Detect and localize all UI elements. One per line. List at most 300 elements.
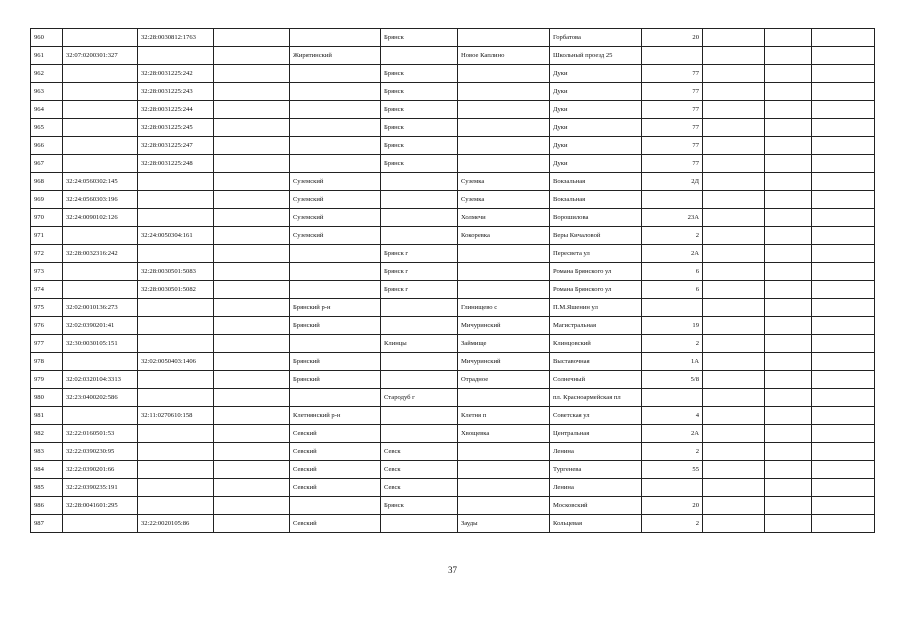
cell-district bbox=[290, 335, 381, 353]
cell-city bbox=[381, 191, 458, 209]
cell-extra-col-2 bbox=[765, 443, 812, 461]
cell-extra-col-3 bbox=[812, 173, 875, 191]
cell-street: Кольцевая bbox=[550, 515, 642, 533]
cell-district: Севский bbox=[290, 425, 381, 443]
cell-cadastral-number-building bbox=[138, 497, 214, 515]
table-row bbox=[31, 245, 875, 263]
cell-cadastral-number-land bbox=[63, 515, 138, 533]
cell-cadastral-number-other bbox=[214, 155, 290, 173]
cell-district: Жирятинский bbox=[290, 47, 381, 65]
cell-settlement bbox=[458, 245, 550, 263]
cell-cadastral-number-building bbox=[138, 479, 214, 497]
cell-extra-col-3 bbox=[812, 227, 875, 245]
cell-cadastral-number-building: 32:11:0270610:158 bbox=[138, 407, 214, 425]
cell-city bbox=[381, 173, 458, 191]
cell-house-number: 77 bbox=[642, 101, 703, 119]
cell-city bbox=[381, 515, 458, 533]
cell-cadastral-number-building: 32:28:0031225:245 bbox=[138, 119, 214, 137]
cell-house-number: 77 bbox=[642, 83, 703, 101]
cell-extra-col-3 bbox=[812, 119, 875, 137]
cell-row-number: 961 bbox=[31, 47, 63, 65]
cell-cadastral-number-building: 32:24:0050304:161 bbox=[138, 227, 214, 245]
table-row bbox=[31, 101, 875, 119]
cell-district bbox=[290, 389, 381, 407]
cell-house-number: 2 bbox=[642, 443, 703, 461]
cell-settlement bbox=[458, 281, 550, 299]
cell-cadastral-number-other bbox=[214, 515, 290, 533]
cell-district: Севский bbox=[290, 515, 381, 533]
cell-extra-col-1 bbox=[703, 317, 765, 335]
cell-city: Брянск bbox=[381, 101, 458, 119]
cell-district bbox=[290, 263, 381, 281]
cell-row-number: 978 bbox=[31, 353, 63, 371]
cell-row-number: 987 bbox=[31, 515, 63, 533]
cell-street: Ворошилова bbox=[550, 209, 642, 227]
table-row bbox=[31, 155, 875, 173]
cell-cadastral-number-land bbox=[63, 155, 138, 173]
table-row bbox=[31, 443, 875, 461]
cell-street: Солнечный bbox=[550, 371, 642, 389]
table-row bbox=[31, 407, 875, 425]
cell-city bbox=[381, 353, 458, 371]
cell-cadastral-number-other bbox=[214, 191, 290, 209]
cell-row-number: 974 bbox=[31, 281, 63, 299]
cell-extra-col-2 bbox=[765, 65, 812, 83]
cell-settlement: Мичуринский bbox=[458, 353, 550, 371]
cell-settlement bbox=[458, 137, 550, 155]
cell-extra-col-1 bbox=[703, 389, 765, 407]
cell-row-number: 985 bbox=[31, 479, 63, 497]
cell-city bbox=[381, 407, 458, 425]
cell-row-number: 982 bbox=[31, 425, 63, 443]
cell-house-number: 20 bbox=[642, 497, 703, 515]
cell-cadastral-number-other bbox=[214, 137, 290, 155]
cell-house-number: 1А bbox=[642, 353, 703, 371]
cell-settlement bbox=[458, 443, 550, 461]
table-row bbox=[31, 137, 875, 155]
cell-settlement: Глинищево с bbox=[458, 299, 550, 317]
cell-extra-col-3 bbox=[812, 101, 875, 119]
cell-district: Севский bbox=[290, 443, 381, 461]
cell-cadastral-number-other bbox=[214, 29, 290, 47]
cell-house-number: 23А bbox=[642, 209, 703, 227]
cell-cadastral-number-land bbox=[63, 119, 138, 137]
cell-extra-col-1 bbox=[703, 443, 765, 461]
cell-row-number: 971 bbox=[31, 227, 63, 245]
cell-house-number: 77 bbox=[642, 155, 703, 173]
cell-cadastral-number-building bbox=[138, 317, 214, 335]
cell-district: Брянский bbox=[290, 353, 381, 371]
cell-extra-col-3 bbox=[812, 479, 875, 497]
cell-cadastral-number-other bbox=[214, 353, 290, 371]
cell-house-number: 2 bbox=[642, 335, 703, 353]
cell-city: Брянск г bbox=[381, 245, 458, 263]
cell-street: Дуки bbox=[550, 155, 642, 173]
cell-street: Выставочная bbox=[550, 353, 642, 371]
cell-city: Брянск bbox=[381, 119, 458, 137]
cell-extra-col-1 bbox=[703, 353, 765, 371]
cell-city: Брянск bbox=[381, 83, 458, 101]
cell-extra-col-3 bbox=[812, 191, 875, 209]
cell-settlement bbox=[458, 29, 550, 47]
cell-extra-col-3 bbox=[812, 353, 875, 371]
cell-cadastral-number-other bbox=[214, 497, 290, 515]
cell-extra-col-2 bbox=[765, 425, 812, 443]
cell-street: Клинцовский bbox=[550, 335, 642, 353]
cell-extra-col-1 bbox=[703, 371, 765, 389]
cell-district: Брянский bbox=[290, 371, 381, 389]
cell-row-number: 976 bbox=[31, 317, 63, 335]
cell-extra-col-2 bbox=[765, 47, 812, 65]
cell-cadastral-number-land bbox=[63, 263, 138, 281]
cell-district bbox=[290, 497, 381, 515]
cell-extra-col-3 bbox=[812, 47, 875, 65]
cell-cadastral-number-land bbox=[63, 83, 138, 101]
table-body bbox=[31, 29, 875, 533]
cell-street: Романа Брянского ул bbox=[550, 281, 642, 299]
cell-city bbox=[381, 227, 458, 245]
table-row bbox=[31, 461, 875, 479]
cell-cadastral-number-other bbox=[214, 101, 290, 119]
cell-city: Брянск bbox=[381, 155, 458, 173]
cell-settlement: Холмечи bbox=[458, 209, 550, 227]
table-row bbox=[31, 497, 875, 515]
cell-city: Брянск bbox=[381, 65, 458, 83]
cell-cadastral-number-land: 32:02:0390201:41 bbox=[63, 317, 138, 335]
cell-row-number: 975 bbox=[31, 299, 63, 317]
cell-extra-col-1 bbox=[703, 173, 765, 191]
cell-house-number: 5/8 bbox=[642, 371, 703, 389]
cell-settlement: Клетня п bbox=[458, 407, 550, 425]
cell-street: Дуки bbox=[550, 137, 642, 155]
cell-district bbox=[290, 65, 381, 83]
cell-cadastral-number-land bbox=[63, 407, 138, 425]
cell-cadastral-number-building: 32:28:0030501:5083 bbox=[138, 263, 214, 281]
cell-cadastral-number-building: 32:28:0031225:242 bbox=[138, 65, 214, 83]
cell-extra-col-3 bbox=[812, 497, 875, 515]
cell-extra-col-1 bbox=[703, 137, 765, 155]
cell-cadastral-number-building: 32:02:0050403:1406 bbox=[138, 353, 214, 371]
cell-cadastral-number-building bbox=[138, 443, 214, 461]
table-row bbox=[31, 65, 875, 83]
cell-extra-col-1 bbox=[703, 65, 765, 83]
cell-extra-col-1 bbox=[703, 29, 765, 47]
cell-city: Стародуб г bbox=[381, 389, 458, 407]
cell-extra-col-1 bbox=[703, 299, 765, 317]
cell-street: Магистральная bbox=[550, 317, 642, 335]
cell-settlement bbox=[458, 119, 550, 137]
cell-house-number: 19 bbox=[642, 317, 703, 335]
cell-row-number: 962 bbox=[31, 65, 63, 83]
cell-extra-col-3 bbox=[812, 155, 875, 173]
cell-extra-col-2 bbox=[765, 155, 812, 173]
cell-district: Суземский bbox=[290, 209, 381, 227]
cell-street: Дуки bbox=[550, 119, 642, 137]
cell-cadastral-number-land: 32:22:0390230:95 bbox=[63, 443, 138, 461]
cell-extra-col-3 bbox=[812, 83, 875, 101]
cell-extra-col-1 bbox=[703, 425, 765, 443]
cell-street: пл. Красноармейская пл bbox=[550, 389, 642, 407]
cell-cadastral-number-building bbox=[138, 299, 214, 317]
cell-cadastral-number-land bbox=[63, 101, 138, 119]
cell-row-number: 980 bbox=[31, 389, 63, 407]
cell-extra-col-3 bbox=[812, 209, 875, 227]
cell-cadastral-number-land bbox=[63, 65, 138, 83]
cell-cadastral-number-other bbox=[214, 299, 290, 317]
cell-extra-col-1 bbox=[703, 101, 765, 119]
cell-extra-col-2 bbox=[765, 227, 812, 245]
cell-cadastral-number-building bbox=[138, 335, 214, 353]
cell-cadastral-number-land: 32:28:0032316:242 bbox=[63, 245, 138, 263]
cell-house-number: 77 bbox=[642, 137, 703, 155]
cell-cadastral-number-other bbox=[214, 263, 290, 281]
cell-extra-col-1 bbox=[703, 335, 765, 353]
cell-extra-col-2 bbox=[765, 29, 812, 47]
cell-extra-col-1 bbox=[703, 209, 765, 227]
cell-extra-col-2 bbox=[765, 479, 812, 497]
cell-cadastral-number-building: 32:28:0031225:243 bbox=[138, 83, 214, 101]
cell-city bbox=[381, 371, 458, 389]
cell-cadastral-number-other bbox=[214, 65, 290, 83]
cell-street: Горбатова bbox=[550, 29, 642, 47]
cell-cadastral-number-other bbox=[214, 335, 290, 353]
cell-extra-col-2 bbox=[765, 209, 812, 227]
cell-row-number: 960 bbox=[31, 29, 63, 47]
cell-street: Тургенева bbox=[550, 461, 642, 479]
cell-extra-col-3 bbox=[812, 65, 875, 83]
cell-house-number bbox=[642, 479, 703, 497]
cell-cadastral-number-other bbox=[214, 317, 290, 335]
table-row bbox=[31, 47, 875, 65]
cell-street: Центральная bbox=[550, 425, 642, 443]
cell-cadastral-number-land bbox=[63, 29, 138, 47]
cell-city: Брянск bbox=[381, 497, 458, 515]
cell-district: Суземский bbox=[290, 173, 381, 191]
cell-cadastral-number-building: 32:28:0030501:5082 bbox=[138, 281, 214, 299]
cell-settlement: Хвощевка bbox=[458, 425, 550, 443]
cell-street: П.М.Яшенин ул bbox=[550, 299, 642, 317]
cell-settlement: Новое Каплино bbox=[458, 47, 550, 65]
cell-cadastral-number-land: 32:24:0090102:126 bbox=[63, 209, 138, 227]
table-row bbox=[31, 209, 875, 227]
cell-row-number: 986 bbox=[31, 497, 63, 515]
cell-district bbox=[290, 281, 381, 299]
cell-cadastral-number-building: 32:22:0020105:86 bbox=[138, 515, 214, 533]
cell-district: Брянский bbox=[290, 317, 381, 335]
cell-extra-col-1 bbox=[703, 155, 765, 173]
cell-house-number: 2 bbox=[642, 227, 703, 245]
cell-cadastral-number-land: 32:22:0390235:191 bbox=[63, 479, 138, 497]
cell-extra-col-2 bbox=[765, 263, 812, 281]
cell-city: Брянск bbox=[381, 29, 458, 47]
cell-row-number: 963 bbox=[31, 83, 63, 101]
table-row bbox=[31, 191, 875, 209]
cell-district bbox=[290, 137, 381, 155]
cell-extra-col-2 bbox=[765, 83, 812, 101]
cell-city bbox=[381, 47, 458, 65]
table-row bbox=[31, 335, 875, 353]
cell-cadastral-number-other bbox=[214, 443, 290, 461]
cell-row-number: 983 bbox=[31, 443, 63, 461]
cell-extra-col-1 bbox=[703, 245, 765, 263]
cell-cadastral-number-land bbox=[63, 137, 138, 155]
table-row bbox=[31, 119, 875, 137]
cell-cadastral-number-building bbox=[138, 191, 214, 209]
cell-house-number: 2 bbox=[642, 515, 703, 533]
cell-cadastral-number-other bbox=[214, 389, 290, 407]
cell-extra-col-3 bbox=[812, 245, 875, 263]
table-row bbox=[31, 479, 875, 497]
cell-street: Школьный проезд 25 bbox=[550, 47, 642, 65]
cell-cadastral-number-land: 32:22:0390201:66 bbox=[63, 461, 138, 479]
cell-district: Севский bbox=[290, 479, 381, 497]
cell-cadastral-number-land: 32:22:0160501:53 bbox=[63, 425, 138, 443]
cell-house-number: 77 bbox=[642, 65, 703, 83]
cell-house-number: 2А bbox=[642, 425, 703, 443]
cell-cadastral-number-building bbox=[138, 245, 214, 263]
cell-district: Суземский bbox=[290, 227, 381, 245]
cell-cadastral-number-building bbox=[138, 371, 214, 389]
cell-row-number: 979 bbox=[31, 371, 63, 389]
cell-extra-col-1 bbox=[703, 119, 765, 137]
cell-street: Московский bbox=[550, 497, 642, 515]
cell-cadastral-number-land bbox=[63, 281, 138, 299]
cell-house-number: 20 bbox=[642, 29, 703, 47]
cell-cadastral-number-land: 32:23:0400202:586 bbox=[63, 389, 138, 407]
table-row bbox=[31, 317, 875, 335]
cell-settlement: Суземка bbox=[458, 173, 550, 191]
cell-street: Дуки bbox=[550, 83, 642, 101]
cell-extra-col-1 bbox=[703, 263, 765, 281]
cell-cadastral-number-other bbox=[214, 371, 290, 389]
cell-city: Севск bbox=[381, 479, 458, 497]
table-row bbox=[31, 29, 875, 47]
cell-city bbox=[381, 299, 458, 317]
cell-extra-col-2 bbox=[765, 317, 812, 335]
table-row bbox=[31, 389, 875, 407]
cell-cadastral-number-building: 32:28:0031225:247 bbox=[138, 137, 214, 155]
cell-district: Суземский bbox=[290, 191, 381, 209]
table-row bbox=[31, 353, 875, 371]
cell-settlement bbox=[458, 479, 550, 497]
cell-extra-col-1 bbox=[703, 497, 765, 515]
cell-cadastral-number-land: 32:02:0010136:273 bbox=[63, 299, 138, 317]
cell-cadastral-number-land: 32:28:0041601:295 bbox=[63, 497, 138, 515]
cell-extra-col-3 bbox=[812, 443, 875, 461]
cell-extra-col-2 bbox=[765, 335, 812, 353]
cell-district bbox=[290, 155, 381, 173]
cell-house-number bbox=[642, 47, 703, 65]
cell-settlement bbox=[458, 263, 550, 281]
cell-cadastral-number-other bbox=[214, 173, 290, 191]
cell-extra-col-2 bbox=[765, 299, 812, 317]
cell-house-number: 2Д bbox=[642, 173, 703, 191]
cell-row-number: 968 bbox=[31, 173, 63, 191]
cell-district: Севский bbox=[290, 461, 381, 479]
cell-extra-col-1 bbox=[703, 83, 765, 101]
cell-extra-col-2 bbox=[765, 281, 812, 299]
table-row bbox=[31, 515, 875, 533]
table-row bbox=[31, 83, 875, 101]
cell-extra-col-1 bbox=[703, 407, 765, 425]
cell-row-number: 967 bbox=[31, 155, 63, 173]
cell-street: Вокзальная bbox=[550, 191, 642, 209]
cell-extra-col-2 bbox=[765, 101, 812, 119]
cell-city: Клинцы bbox=[381, 335, 458, 353]
cell-extra-col-1 bbox=[703, 281, 765, 299]
cell-cadastral-number-building bbox=[138, 173, 214, 191]
cell-settlement: Мичуринский bbox=[458, 317, 550, 335]
cell-city: Брянск г bbox=[381, 281, 458, 299]
cell-cadastral-number-other bbox=[214, 479, 290, 497]
cell-cadastral-number-building bbox=[138, 209, 214, 227]
cell-extra-col-2 bbox=[765, 407, 812, 425]
cell-street: Ленина bbox=[550, 479, 642, 497]
cell-row-number: 970 bbox=[31, 209, 63, 227]
data-table bbox=[30, 28, 875, 533]
cell-extra-col-3 bbox=[812, 137, 875, 155]
cell-cadastral-number-other bbox=[214, 407, 290, 425]
cell-house-number bbox=[642, 191, 703, 209]
cell-street: Вокзальная bbox=[550, 173, 642, 191]
cell-settlement bbox=[458, 461, 550, 479]
cell-cadastral-number-building bbox=[138, 47, 214, 65]
cell-cadastral-number-building bbox=[138, 461, 214, 479]
cell-row-number: 969 bbox=[31, 191, 63, 209]
cell-cadastral-number-land bbox=[63, 227, 138, 245]
cell-extra-col-2 bbox=[765, 137, 812, 155]
cell-district bbox=[290, 83, 381, 101]
cell-house-number bbox=[642, 389, 703, 407]
cell-cadastral-number-other bbox=[214, 83, 290, 101]
cell-extra-col-1 bbox=[703, 461, 765, 479]
table-row bbox=[31, 173, 875, 191]
cell-settlement: Суземка bbox=[458, 191, 550, 209]
cell-city bbox=[381, 317, 458, 335]
cell-extra-col-2 bbox=[765, 497, 812, 515]
table-row bbox=[31, 227, 875, 245]
cell-cadastral-number-land: 32:30:0030105:151 bbox=[63, 335, 138, 353]
cell-cadastral-number-land: 32:24:0560302:145 bbox=[63, 173, 138, 191]
cell-row-number: 964 bbox=[31, 101, 63, 119]
cell-settlement bbox=[458, 389, 550, 407]
cell-house-number: 55 bbox=[642, 461, 703, 479]
table-row bbox=[31, 371, 875, 389]
cell-street: Дуки bbox=[550, 65, 642, 83]
cell-extra-col-2 bbox=[765, 371, 812, 389]
cell-extra-col-2 bbox=[765, 353, 812, 371]
cell-cadastral-number-other bbox=[214, 209, 290, 227]
cell-cadastral-number-other bbox=[214, 227, 290, 245]
cell-street: Веры Кичаловой bbox=[550, 227, 642, 245]
cell-row-number: 984 bbox=[31, 461, 63, 479]
cell-extra-col-1 bbox=[703, 47, 765, 65]
cell-cadastral-number-land: 32:02:0320104:3313 bbox=[63, 371, 138, 389]
cell-row-number: 965 bbox=[31, 119, 63, 137]
cell-settlement: Займище bbox=[458, 335, 550, 353]
cell-street: Советская ул bbox=[550, 407, 642, 425]
cell-city bbox=[381, 209, 458, 227]
cell-house-number: 4 bbox=[642, 407, 703, 425]
cell-street: Ленина bbox=[550, 443, 642, 461]
cell-settlement bbox=[458, 101, 550, 119]
cell-settlement bbox=[458, 155, 550, 173]
cell-extra-col-3 bbox=[812, 515, 875, 533]
cell-extra-col-3 bbox=[812, 371, 875, 389]
cell-extra-col-2 bbox=[765, 191, 812, 209]
cell-district bbox=[290, 119, 381, 137]
cell-extra-col-3 bbox=[812, 29, 875, 47]
